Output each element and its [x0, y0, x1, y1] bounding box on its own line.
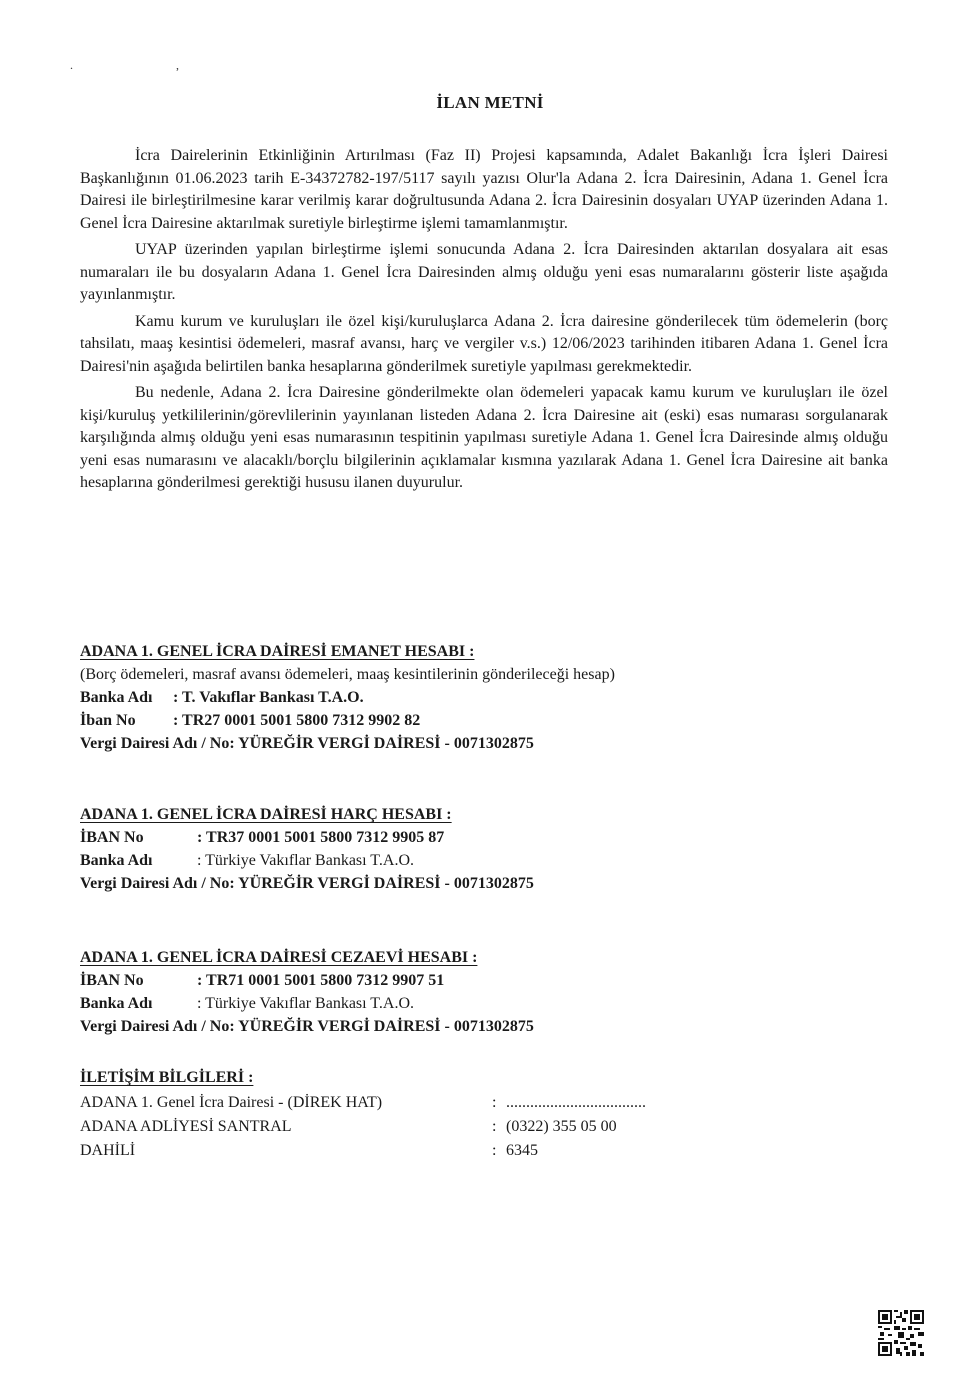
contact-label: ADANA ADLİYESİ SANTRAL	[80, 1118, 292, 1135]
emanet-iban-row	[80, 709, 615, 732]
contact-row	[80, 1115, 720, 1139]
harc-tax-row	[80, 872, 534, 895]
contact-section	[80, 1066, 720, 1163]
contact-value: (0322) 355 05 00	[506, 1118, 617, 1135]
tax-office-label: Vergi Dairesi Adı / No:	[80, 1018, 235, 1035]
paragraph-1: İcra Dairelerinin Etkinliğinin Artırılması (Faz II) Projesi kapsamında, Adalet Bakanlığı İcra İşleri Dairesi Başkanlığının 01.06.2023 tarih E-34372782-197/5117 sayılı yazısı Olur'la Adana 2. İcra Dairesinin, Adana 1. Genel İcra Dairesi ile birleştirilmesine karar verilmiş karar doğrultusunda Adana 2. İcra Dairesinin dosyaları UYAP üzerinden Adana 1. Genel İcra Dairesine aktarılmak suretiyle birleştirme işlemi tamamlanmıştır.	[80, 147, 888, 232]
tax-office-value: YÜREĞİR VERGİ DAİRESİ - 0071302875	[238, 875, 534, 892]
contact-label: ADANA 1. Genel İcra Dairesi - (DİREK HAT)	[80, 1094, 383, 1111]
paragraph-2: UYAP üzerinden yapılan birleştirme işlemi sonucunda Adana 2. İcra Dairesinden aktarılan dosyalara ait esas numaraları ile bu dosyaların Adana 1. Genel İcra Dairesinden almış olduğu yeni esas numaralarını gösterir liste aşağıda yayınlanmıştır.	[80, 241, 888, 303]
cezaevi-account-section	[80, 946, 534, 1038]
tax-office-value: YÜREĞİR VERGİ DAİRESİ - 0071302875	[238, 1018, 534, 1035]
emanet-bank-row	[80, 686, 615, 709]
iban-value: : TR37 0001 5001 5800 7312 9905 87	[197, 829, 445, 846]
bank-name-label: Banka Adı	[80, 689, 153, 706]
qr-code-icon	[878, 1310, 924, 1356]
harc-bank-row	[80, 849, 534, 872]
bank-name-value: : Türkiye Vakıflar Bankası T.A.O.	[197, 995, 414, 1012]
emanet-account-section	[80, 640, 615, 755]
iban-value: : TR71 0001 5001 5800 7312 9907 51	[197, 972, 445, 989]
iban-value: : TR27 0001 5001 5800 7312 9902 82	[173, 712, 421, 729]
emanet-account-note: (Borç ödemeleri, masraf avansı ödemeleri, maaş kesintilerinin gönderileceği hesap)	[80, 666, 615, 683]
page-title: İLAN METNİ	[436, 93, 544, 112]
cezaevi-iban-row	[80, 969, 534, 992]
bank-name-value: : Türkiye Vakıflar Bankası T.A.O.	[197, 852, 414, 869]
contact-separator: :	[492, 1118, 497, 1135]
emanet-account-title: ADANA 1. GENEL İCRA DAİRESİ EMANET HESABI :	[80, 643, 475, 660]
paragraph-3: Kamu kurum ve kuruluşları ile özel kişi/kuruluşlarca Adana 2. İcra dairesine gönderilecek tüm ödemelerin (borç tahsilatı, maaş kesintisi ödemeleri, masraf avansı, harç ve vergiler v.s.) 12/06/2023 tarihinden itibaren Adana 1. Genel İcra Dairesi'nin aşağıda belirtilen banka hesaplarına gönderilmek suretiyle yapılması gerekmektedir.	[80, 312, 888, 375]
contact-value: 6345	[506, 1142, 538, 1159]
bank-name-label: Banka Adı	[80, 995, 153, 1012]
contact-separator: :	[492, 1142, 497, 1159]
contact-title: İLETİŞİM BİLGİLERİ :	[80, 1069, 254, 1086]
iban-label: İBAN No	[80, 972, 144, 989]
tax-office-value: YÜREĞİR VERGİ DAİRESİ - 0071302875	[238, 735, 534, 752]
tax-office-label: Vergi Dairesi Adı / No:	[80, 875, 235, 892]
harc-account-title: ADANA 1. GENEL İCRA DAİRESİ HARÇ HESABI :	[80, 806, 452, 823]
bank-name-label: Banka Adı	[80, 852, 153, 869]
contact-row	[80, 1091, 720, 1115]
iban-label: İBAN No	[80, 829, 144, 846]
emanet-tax-row	[80, 732, 615, 755]
paragraph-4: Bu nedenle, Adana 2. İcra Dairesine gönderilmekte olan ödemeleri yapacak kamu kurum ve kuruluşları ile özel kişi/kuruluş yetkililerinin/görevlilerinin yayınlanan listeden Adana 2. İcra Dairesine ait (eski) esas numarası sorgulanarak karşılığında almış olduğu yeni esas numarasının tespitinin yapılması suretiyle Adana 1. Genel İcra Dairesinde almış olduğu yeni esas numarasını ve alacaklı/borçlu bilgilerinin açıklamalar kısmına yazılarak Adana 1. Genel İcra Dairesine ait banka hesaplarına gönderilmesi gerektiği hususu ilanen duyurulur.	[80, 384, 888, 491]
scan-marks: . ,	[70, 58, 229, 72]
contact-row	[80, 1139, 720, 1163]
cezaevi-bank-row	[80, 992, 534, 1015]
announcement-body	[80, 145, 888, 499]
tax-office-label: Vergi Dairesi Adı / No:	[80, 735, 235, 752]
bank-name-value: : T. Vakıflar Bankası T.A.O.	[173, 689, 364, 706]
harc-iban-row	[80, 826, 534, 849]
contact-value: ...................................	[506, 1094, 646, 1111]
contact-label: DAHİLİ	[80, 1142, 136, 1159]
iban-label: İban No	[80, 712, 136, 729]
contact-separator: :	[492, 1094, 497, 1111]
cezaevi-tax-row	[80, 1015, 534, 1038]
cezaevi-account-title: ADANA 1. GENEL İCRA DAİRESİ CEZAEVİ HESABI :	[80, 949, 478, 966]
harc-account-section	[80, 803, 534, 895]
